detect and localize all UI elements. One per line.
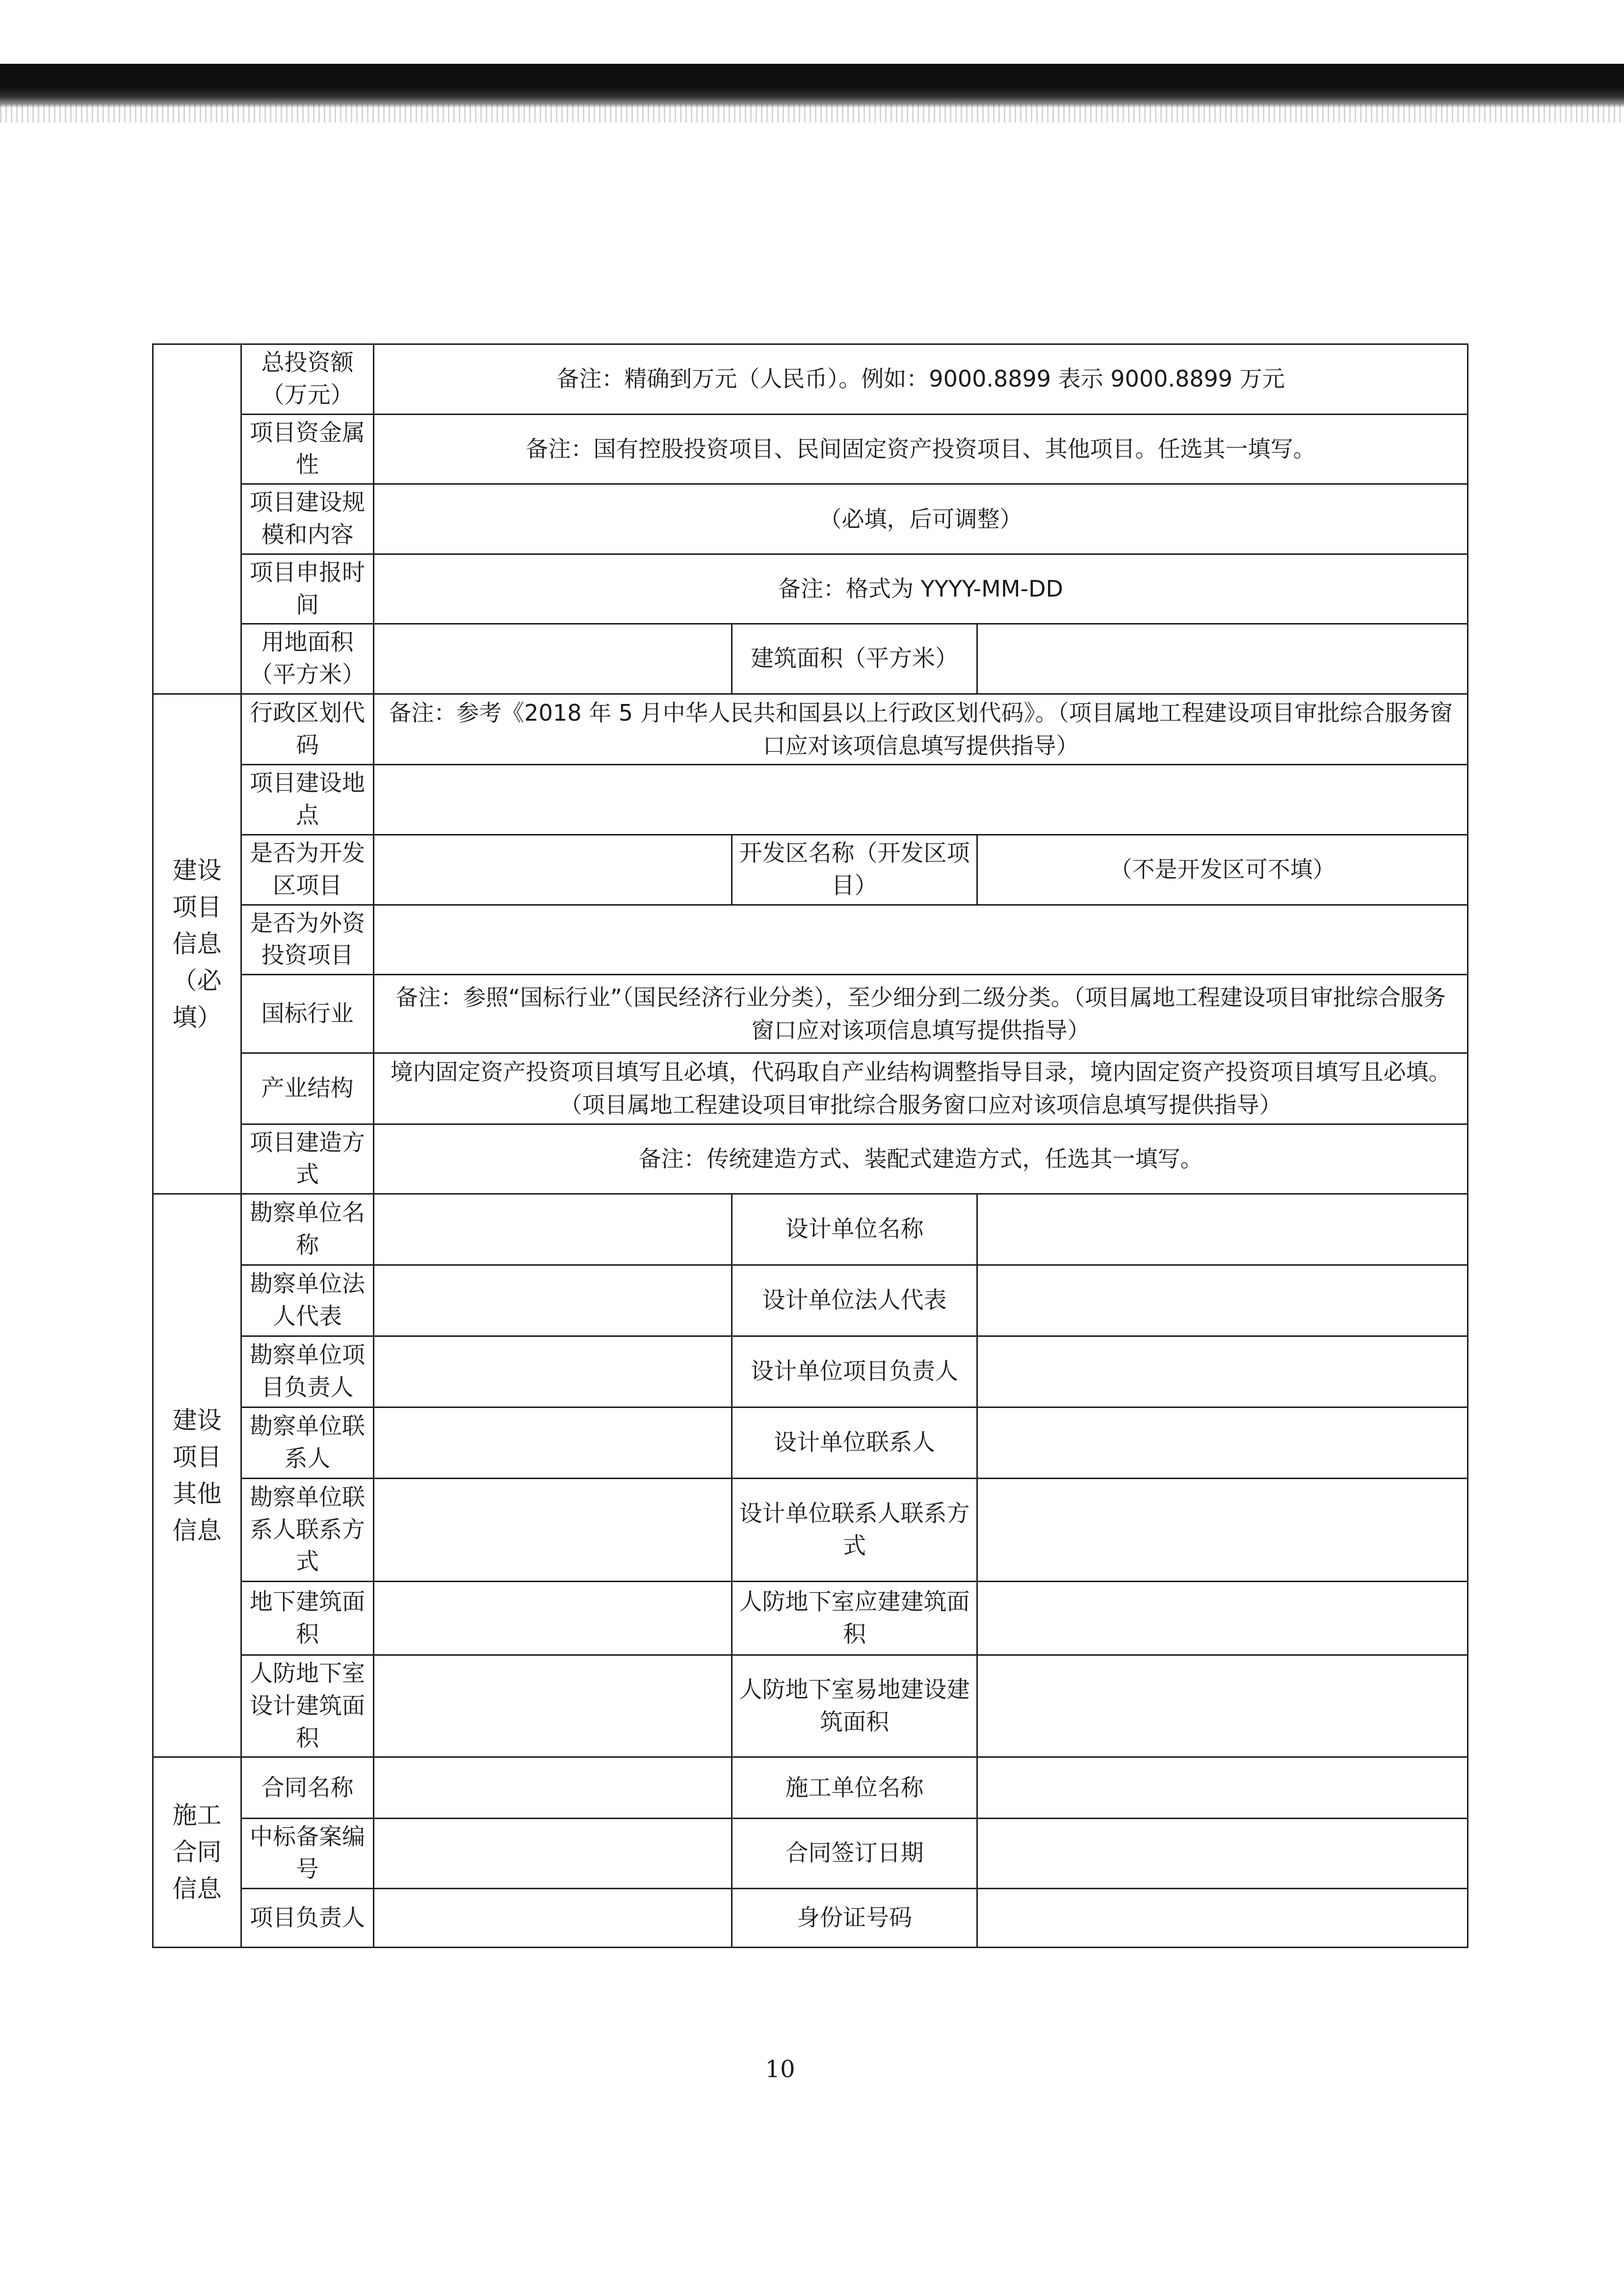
table-row bbox=[153, 1336, 1468, 1407]
other-left-label: 勘察单位名称 bbox=[241, 1194, 374, 1265]
total-investment-field[interactable]: 备注：精确到万元（人民币）。例如：9000.8899 表示 9000.8899 万元 bbox=[374, 344, 1468, 415]
land-area-field[interactable] bbox=[374, 624, 732, 694]
contract-left-field[interactable] bbox=[374, 1889, 732, 1948]
row-dev-zone bbox=[153, 834, 1468, 905]
other-right-label: 设计单位项目负责人 bbox=[732, 1336, 977, 1407]
method-field[interactable]: 备注：传统建造方式、装配式建造方式，任选其一填写。 bbox=[374, 1124, 1468, 1194]
other-right-field[interactable] bbox=[977, 1265, 1468, 1336]
page-number: 10 bbox=[765, 2056, 795, 2083]
dev-zone-name-field[interactable]: （不是开发区可不填） bbox=[977, 834, 1468, 905]
row-fund-attribute bbox=[153, 414, 1468, 484]
other-right-label: 设计单位法人代表 bbox=[732, 1265, 977, 1336]
row-total-investment bbox=[153, 344, 1468, 415]
division-code-field[interactable]: 备注：参考《2018 年 5 月中华人民共和国县以上行政区划代码》。（项目属地工程建设项目审批综合服务窗口应对该项信息填写提供指导） bbox=[374, 694, 1468, 764]
location-field[interactable] bbox=[374, 765, 1468, 835]
other-left-label: 地下建筑面积 bbox=[241, 1582, 374, 1655]
other-left-field[interactable] bbox=[374, 1582, 732, 1655]
dev-zone-label: 是否为开发区项目 bbox=[241, 834, 374, 905]
contract-right-field[interactable] bbox=[977, 1889, 1468, 1948]
industry-field[interactable]: 备注：参照“国标行业”（国民经济行业分类），至少细分到二级分类。（项目属地工程建设项目审批综合服务窗口应对该项信息填写提供指导） bbox=[374, 975, 1468, 1053]
division-code-label: 行政区划代码 bbox=[241, 694, 374, 764]
other-right-field[interactable] bbox=[977, 1407, 1468, 1479]
other-right-field[interactable] bbox=[977, 1582, 1468, 1655]
other-left-field[interactable] bbox=[374, 1194, 732, 1265]
other-right-field[interactable] bbox=[977, 1336, 1468, 1407]
table-row bbox=[153, 1479, 1468, 1582]
other-right-field[interactable] bbox=[977, 1479, 1468, 1582]
other-info-group-label: 建设项目其他信息 bbox=[153, 1194, 241, 1757]
contract-left-field[interactable] bbox=[374, 1819, 732, 1889]
declare-time-field[interactable]: 备注：格式为 YYYY-MM-DD bbox=[374, 554, 1468, 624]
contract-left-field[interactable] bbox=[374, 1757, 732, 1819]
other-right-label: 设计单位联系人联系方式 bbox=[732, 1479, 977, 1582]
foreign-label: 是否为外资投资项目 bbox=[241, 905, 374, 975]
method-label: 项目建造方式 bbox=[241, 1124, 374, 1194]
other-right-label: 设计单位名称 bbox=[732, 1194, 977, 1265]
other-right-field[interactable] bbox=[977, 1655, 1468, 1757]
building-area-field[interactable] bbox=[977, 624, 1468, 694]
top-group-cell bbox=[153, 344, 241, 694]
structure-label: 产业结构 bbox=[241, 1053, 374, 1124]
other-left-label: 勘察单位联系人联系方式 bbox=[241, 1479, 374, 1582]
other-left-label: 勘察单位项目负责人 bbox=[241, 1336, 374, 1407]
other-left-label: 勘察单位法人代表 bbox=[241, 1265, 374, 1336]
row-foreign bbox=[153, 905, 1468, 975]
contract-right-label: 施工单位名称 bbox=[732, 1757, 977, 1819]
other-left-field[interactable] bbox=[374, 1655, 732, 1757]
scale-content-label: 项目建设规模和内容 bbox=[241, 484, 374, 554]
construction-info-group-label: 建设项目信息（必填） bbox=[153, 694, 241, 1194]
other-right-field[interactable] bbox=[977, 1194, 1468, 1265]
other-left-label: 人防地下室设计建筑面积 bbox=[241, 1655, 374, 1757]
other-right-label: 人防地下室易地建设建筑面积 bbox=[732, 1655, 977, 1757]
building-area-label: 建筑面积（平方米） bbox=[732, 624, 977, 694]
contract-info-group-label: 施工合同信息 bbox=[153, 1757, 241, 1948]
dev-zone-field[interactable] bbox=[374, 834, 732, 905]
fund-attribute-label: 项目资金属性 bbox=[241, 414, 374, 484]
table-row bbox=[153, 1655, 1468, 1757]
contract-right-field[interactable] bbox=[977, 1757, 1468, 1819]
row-land-area bbox=[153, 624, 1468, 694]
scan-border-artifact bbox=[0, 64, 1624, 108]
dev-zone-name-label: 开发区名称（开发区项目） bbox=[732, 834, 977, 905]
total-investment-label: 总投资额（万元） bbox=[241, 344, 374, 415]
other-right-label: 设计单位联系人 bbox=[732, 1407, 977, 1479]
row-location bbox=[153, 765, 1468, 835]
contract-right-label: 身份证号码 bbox=[732, 1889, 977, 1948]
row-declare-time bbox=[153, 554, 1468, 624]
table-row bbox=[153, 1757, 1468, 1819]
contract-left-label: 合同名称 bbox=[241, 1757, 374, 1819]
scale-content-field[interactable]: （必填，后可调整） bbox=[374, 484, 1468, 554]
contract-left-label: 中标备案编号 bbox=[241, 1819, 374, 1889]
table-row bbox=[153, 1265, 1468, 1336]
other-left-label: 勘察单位联系人 bbox=[241, 1407, 374, 1479]
table-row bbox=[153, 1889, 1468, 1948]
row-structure bbox=[153, 1053, 1468, 1124]
table-row bbox=[153, 1582, 1468, 1655]
contract-left-label: 项目负责人 bbox=[241, 1889, 374, 1948]
table-row bbox=[153, 1194, 1468, 1265]
foreign-field[interactable] bbox=[374, 905, 1468, 975]
land-area-label: 用地面积（平方米） bbox=[241, 624, 374, 694]
contract-right-field[interactable] bbox=[977, 1819, 1468, 1889]
row-method bbox=[153, 1124, 1468, 1194]
other-right-label: 人防地下室应建建筑面积 bbox=[732, 1582, 977, 1655]
contract-right-label: 合同签订日期 bbox=[732, 1819, 977, 1889]
other-left-field[interactable] bbox=[374, 1336, 732, 1407]
table-row bbox=[153, 1819, 1468, 1889]
other-left-field[interactable] bbox=[374, 1265, 732, 1336]
row-industry bbox=[153, 975, 1468, 1053]
structure-field[interactable]: 境内固定资产投资项目填写且必填，代码取自产业结构调整指导目录，境内固定资产投资项目填写且必填。（项目属地工程建设项目审批综合服务窗口应对该项信息填写提供指导） bbox=[374, 1053, 1468, 1124]
other-left-field[interactable] bbox=[374, 1479, 732, 1582]
industry-label: 国标行业 bbox=[241, 975, 374, 1053]
table-row bbox=[153, 1407, 1468, 1479]
location-label: 项目建设地点 bbox=[241, 765, 374, 835]
row-scale-content bbox=[153, 484, 1468, 554]
declare-time-label: 项目申报时间 bbox=[241, 554, 374, 624]
other-left-field[interactable] bbox=[374, 1407, 732, 1479]
fund-attribute-field[interactable]: 备注：国有控股投资项目、民间固定资产投资项目、其他项目。任选其一填写。 bbox=[374, 414, 1468, 484]
project-info-form bbox=[152, 343, 1468, 1948]
row-division-code bbox=[153, 694, 1468, 764]
